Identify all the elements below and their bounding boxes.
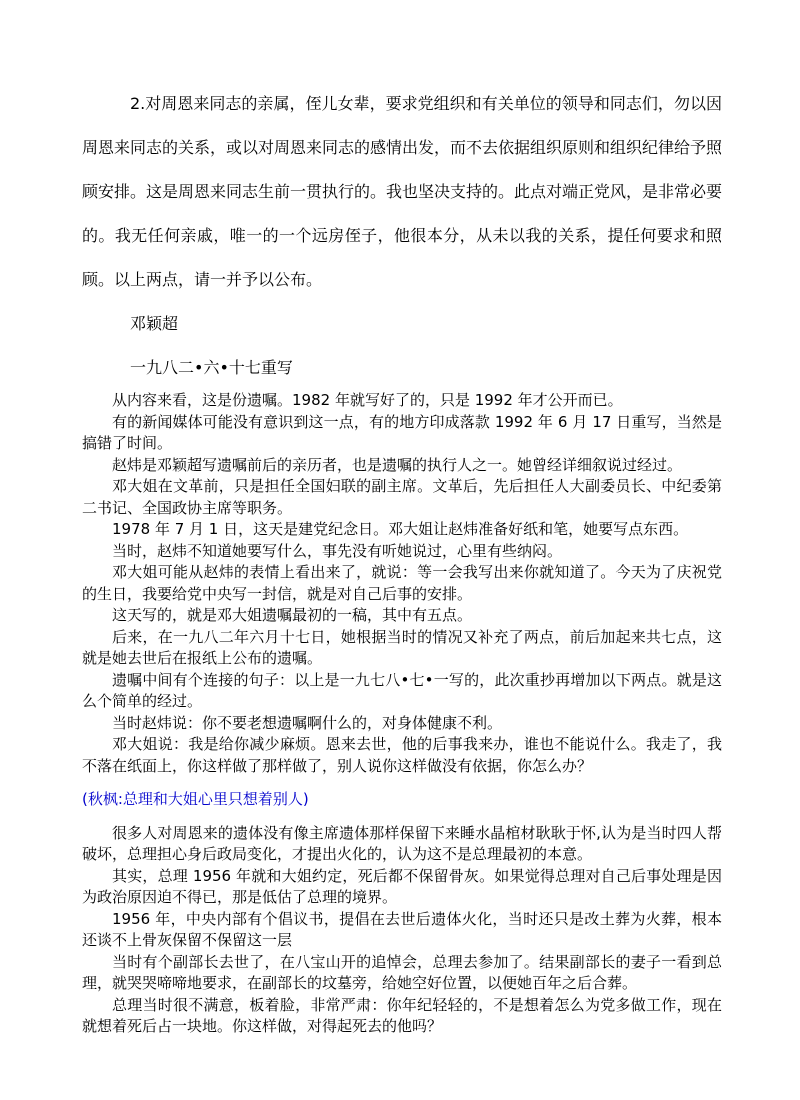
commentary-paragraph: 很多人对周恩来的遗体没有像主席遗体那样保留下来睡水晶棺材耿耿于怀,认为是当时四人帮破坏，总理担心身后政局变化，才提出火化的，认为这不是总理最初的本意。: [82, 823, 722, 863]
letter-signature: 邓颖超: [130, 314, 179, 333]
commentary-paragraph: 当时有个副部长去世了，在八宝山开的追悼会，总理去参加了。结果副部长的妻子一看到总理，就哭哭啼啼地要求，在副部长的坟墓旁，给她空好位置，以便她百年之后合葬。: [82, 952, 722, 992]
commentary-paragraph: 其实，总理 1956 年就和大姐约定，死后都不保留骨灰。如果觉得总理对自己后事处理是因为政治原因迫不得已，那是低估了总理的境界。: [82, 866, 722, 906]
commentary-paragraph: 从内容来看，这是份遗嘱。1982 年就写好了的，只是 1992 年才公开而已。: [112, 391, 623, 409]
commentary-paragraph: 1956 年，中央内部有个倡议书，提倡在去世后遗体火化，当时还只是改土葬为火葬，根本还谈不上骨灰保留不保留这一层: [82, 909, 722, 949]
commentary-paragraph: 有的新闻媒体可能没有意识到这一点，有的地方印成落款 1992 年 6 月 17 日重写，当然是搞错了时间。: [82, 412, 722, 452]
commentary-paragraph: 邓大姐可能从赵炜的表情上看出来了，就说：等一会我写出来你就知道了。今天为了庆祝党的生日，我要给党中央写一封信，就是对自己后事的安排。: [82, 563, 722, 603]
commentary-paragraph: 邓大姐说：我是给你减少麻烦。恩来去世，他的后事我来办，谁也不能说什么。我走了，我不落在纸面上，你这样做了那样做了，别人说你这样做没有依据，你怎么办？: [82, 735, 722, 775]
commentary-paragraph: 当时赵炜说：你不要老想遗嘱啊什么的，对身体健康不利。: [112, 713, 503, 732]
commentary-paragraph: 遗嘱中间有个连接的句子：以上是一九七八•七•一写的，此次重抄再增加以下两点。就是这么个简单的经过。: [82, 670, 722, 710]
commentary-paragraph: 总理当时很不满意，板着脸，非常严肃：你年纪轻轻的，不是想着怎么为党多做工作，现在就想着死后占一块地。你这样做，对得起死去的他吗？: [82, 995, 722, 1035]
commentary-paragraph: 后来，在一九八二年六月十七日，她根据当时的情况又补充了两点，前后加起来共七点，这就是她去世后在报纸上公布的遗嘱。: [82, 627, 722, 667]
commentary-paragraph: 赵炜是邓颖超写遗嘱前后的亲历者，也是遗嘱的执行人之一。她曾经详细叙说过经过。: [112, 455, 683, 474]
qiufeng-note: (秋枫:总理和大姐心里只想着别人): [82, 790, 309, 808]
letter-rewrite-date: 一九八二•六•十七重写: [130, 358, 293, 377]
commentary-paragraph: 当时，赵炜不知道她要写什么，事先没有听她说过，心里有些纳闷。: [112, 541, 563, 560]
letter-body-paragraph: 2.对周恩来同志的亲属，侄儿女辈，要求党组织和有关单位的领导和同志们，勿以因周恩来同志的关系，或以对周恩来同志的感情出发，而不去依据组织原则和组织纪律给予照顾安排。这是周恩来同志生前一贯执行的。我也坚决支持的。此点对端正党风，是非常必要的。我无任何亲戚，唯一的一个远房侄子，他很本分，从未以我的关系，提任何要求和照顾。以上两点，请一并予以公布。: [82, 94, 723, 289]
commentary-paragraph: 邓大姐在文革前，只是担任全国妇联的副主席。文革后，先后担任人大副委员长、中纪委第二书记、全国政协主席等职务。: [82, 477, 722, 517]
commentary-paragraph: 这天写的，就是邓大姐遗嘱最初的一稿，其中有五点。: [112, 606, 473, 624]
commentary-paragraph: 1978 年 7 月 1 日，这天是建党纪念日。邓大姐让赵炜准备好纸和笔，她要写点东西。: [112, 520, 689, 538]
